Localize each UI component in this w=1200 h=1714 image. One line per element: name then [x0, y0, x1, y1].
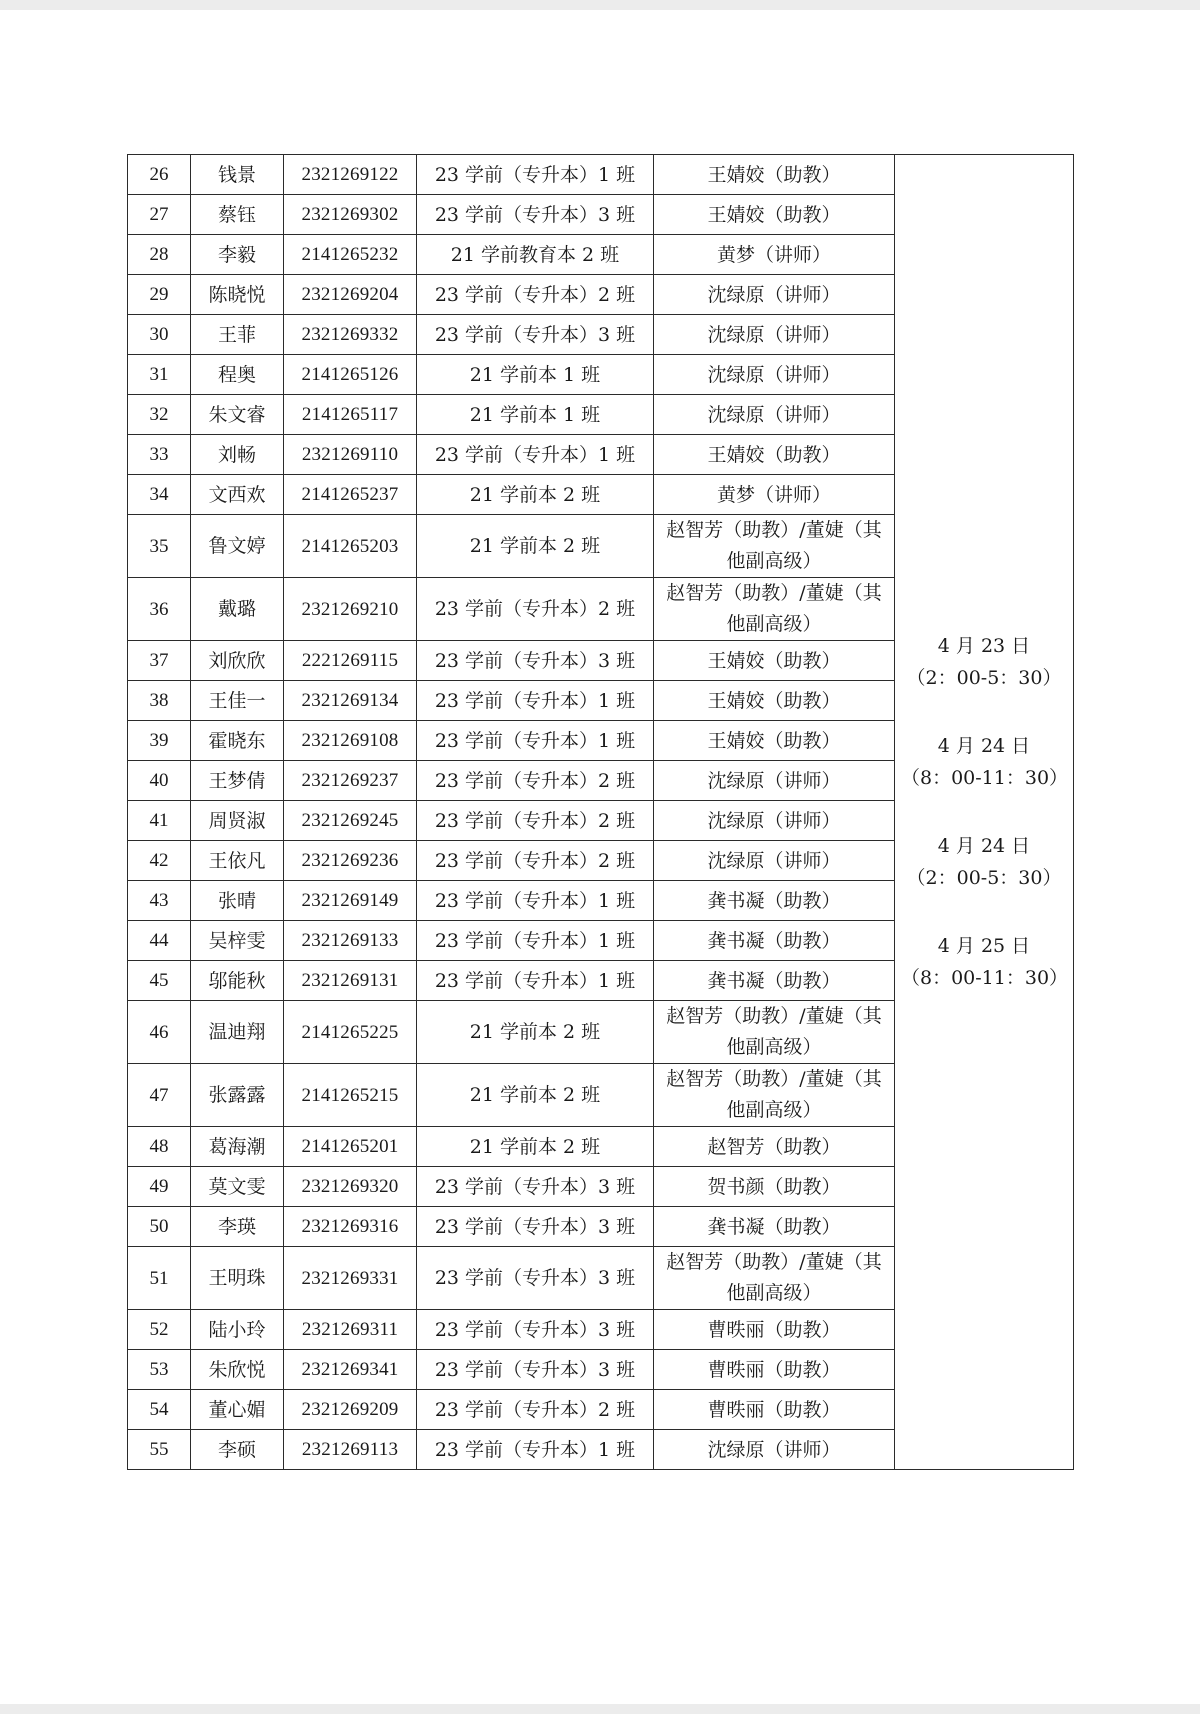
student-name-cell: 李瑛	[191, 1207, 284, 1247]
class-cell: 23 学前（专升本）3 班	[417, 641, 654, 681]
class-cell: 21 学前本 1 班	[417, 355, 654, 395]
class-cell: 23 学前（专升本）1 班	[417, 721, 654, 761]
student-id-cell: 2141265201	[284, 1127, 417, 1167]
student-number-cell: 46	[128, 1001, 191, 1064]
teacher-cell: 沈绿原（讲师）	[654, 841, 895, 881]
student-name-cell: 霍晓东	[191, 721, 284, 761]
student-name-cell: 莫文雯	[191, 1167, 284, 1207]
student-id-cell: 2141265225	[284, 1001, 417, 1064]
student-number-cell: 36	[128, 578, 191, 641]
class-cell: 23 学前（专升本）3 班	[417, 1350, 654, 1390]
teacher-cell: 沈绿原（讲师）	[654, 1430, 895, 1470]
schedule-time: （8：00-11：30）	[901, 967, 1069, 989]
table-row	[128, 155, 1074, 195]
student-id-cell: 2321269209	[284, 1390, 417, 1430]
student-id-cell: 2321269149	[284, 881, 417, 921]
student-name-cell: 鲁文婷	[191, 515, 284, 578]
teacher-cell: 王婧姣（助教）	[654, 435, 895, 475]
teacher-cell: 沈绿原（讲师）	[654, 761, 895, 801]
student-name-cell: 文西欢	[191, 475, 284, 515]
teacher-cell: 赵智芳（助教）	[654, 1127, 895, 1167]
class-cell: 21 学前本 2 班	[417, 1064, 654, 1127]
bottom-band	[0, 1704, 1200, 1714]
student-name-cell: 董心媚	[191, 1390, 284, 1430]
class-cell: 23 学前（专升本）1 班	[417, 1430, 654, 1470]
student-number-cell: 34	[128, 475, 191, 515]
class-cell: 21 学前本 2 班	[417, 1001, 654, 1064]
class-cell: 23 学前（专升本）3 班	[417, 315, 654, 355]
student-id-cell: 2321269236	[284, 841, 417, 881]
student-id-cell: 2141265215	[284, 1064, 417, 1127]
student-name-cell: 刘畅	[191, 435, 284, 475]
teacher-cell: 龚书凝（助教）	[654, 921, 895, 961]
class-cell: 23 学前（专升本）1 班	[417, 961, 654, 1001]
class-cell: 23 学前（专升本）3 班	[417, 1167, 654, 1207]
student-name-cell: 温迪翔	[191, 1001, 284, 1064]
class-cell: 23 学前（专升本）3 班	[417, 1207, 654, 1247]
class-cell: 23 学前（专升本）3 班	[417, 1247, 654, 1310]
student-name-cell: 钱景	[191, 155, 284, 195]
student-name-cell: 吴梓雯	[191, 921, 284, 961]
student-id-cell: 2141265203	[284, 515, 417, 578]
teacher-cell: 王婧姣（助教）	[654, 721, 895, 761]
teacher-cell: 沈绿原（讲师）	[654, 355, 895, 395]
student-name-cell: 邬能秋	[191, 961, 284, 1001]
student-id-cell: 2321269341	[284, 1350, 417, 1390]
student-name-cell: 李毅	[191, 235, 284, 275]
student-number-cell: 51	[128, 1247, 191, 1310]
student-number-cell: 35	[128, 515, 191, 578]
student-id-cell: 2141265126	[284, 355, 417, 395]
class-cell: 23 学前（专升本）1 班	[417, 881, 654, 921]
schedule-date: 4 月 24 日	[937, 735, 1031, 757]
teacher-cell: 龚书凝（助教）	[654, 881, 895, 921]
class-cell: 21 学前本 2 班	[417, 475, 654, 515]
student-name-cell: 葛海潮	[191, 1127, 284, 1167]
roster-table	[127, 154, 1074, 1470]
class-cell: 23 学前（专升本）2 班	[417, 1390, 654, 1430]
schedule-time: （2：00-5：30）	[906, 867, 1062, 889]
class-cell: 21 学前本 2 班	[417, 1127, 654, 1167]
student-id-cell: 2321269302	[284, 195, 417, 235]
student-name-cell: 程奥	[191, 355, 284, 395]
student-name-cell: 朱文睿	[191, 395, 284, 435]
student-number-cell: 31	[128, 355, 191, 395]
class-cell: 23 学前（专升本）2 班	[417, 841, 654, 881]
student-id-cell: 2321269122	[284, 155, 417, 195]
student-name-cell: 王佳一	[191, 681, 284, 721]
student-name-cell: 王依凡	[191, 841, 284, 881]
student-number-cell: 55	[128, 1430, 191, 1470]
student-name-cell: 刘欣欣	[191, 641, 284, 681]
teacher-cell: 王婧姣（助教）	[654, 195, 895, 235]
schedule-time: （8：00-11：30）	[901, 767, 1069, 789]
student-number-cell: 53	[128, 1350, 191, 1390]
teacher-cell: 曹昳丽（助教）	[654, 1390, 895, 1430]
student-id-cell: 2321269134	[284, 681, 417, 721]
student-name-cell: 王明珠	[191, 1247, 284, 1310]
student-name-cell: 朱欣悦	[191, 1350, 284, 1390]
class-cell: 21 学前教育本 2 班	[417, 235, 654, 275]
student-number-cell: 39	[128, 721, 191, 761]
student-id-cell: 2321269108	[284, 721, 417, 761]
student-name-cell: 蔡钰	[191, 195, 284, 235]
student-number-cell: 37	[128, 641, 191, 681]
student-name-cell: 王菲	[191, 315, 284, 355]
student-number-cell: 52	[128, 1310, 191, 1350]
teacher-cell: 沈绿原（讲师）	[654, 395, 895, 435]
teacher-cell: 龚书凝（助教）	[654, 1207, 895, 1247]
student-id-cell: 2321269210	[284, 578, 417, 641]
schedule-slot	[901, 730, 1067, 794]
student-number-cell: 43	[128, 881, 191, 921]
student-id-cell: 2321269311	[284, 1310, 417, 1350]
student-number-cell: 44	[128, 921, 191, 961]
top-band	[0, 0, 1200, 10]
class-cell: 23 学前（专升本）1 班	[417, 155, 654, 195]
student-number-cell: 33	[128, 435, 191, 475]
student-number-cell: 54	[128, 1390, 191, 1430]
schedule-slot	[901, 830, 1067, 894]
student-number-cell: 40	[128, 761, 191, 801]
student-name-cell: 戴璐	[191, 578, 284, 641]
class-cell: 23 学前（专升本）1 班	[417, 921, 654, 961]
student-id-cell: 2321269237	[284, 761, 417, 801]
student-name-cell: 陆小玲	[191, 1310, 284, 1350]
student-number-cell: 38	[128, 681, 191, 721]
teacher-cell: 赵智芳（助教）/董婕（其他副高级）	[654, 1064, 895, 1127]
student-id-cell: 2321269320	[284, 1167, 417, 1207]
teacher-cell: 龚书凝（助教）	[654, 961, 895, 1001]
student-number-cell: 30	[128, 315, 191, 355]
schedule-date: 4 月 24 日	[937, 835, 1031, 857]
student-id-cell: 2321269133	[284, 921, 417, 961]
student-number-cell: 29	[128, 275, 191, 315]
student-number-cell: 28	[128, 235, 191, 275]
class-cell: 23 学前（专升本）2 班	[417, 801, 654, 841]
teacher-cell: 黄梦（讲师）	[654, 235, 895, 275]
class-cell: 23 学前（专升本）2 班	[417, 275, 654, 315]
roster-body	[128, 155, 1074, 1470]
student-id-cell: 2321269113	[284, 1430, 417, 1470]
class-cell: 23 学前（专升本）2 班	[417, 578, 654, 641]
teacher-cell: 王婧姣（助教）	[654, 641, 895, 681]
schedule-time: （2：00-5：30）	[906, 667, 1062, 689]
class-cell: 23 学前（专升本）2 班	[417, 761, 654, 801]
teacher-cell: 王婧姣（助教）	[654, 681, 895, 721]
class-cell: 23 学前（专升本）3 班	[417, 195, 654, 235]
class-cell: 23 学前（专升本）1 班	[417, 681, 654, 721]
student-name-cell: 王梦倩	[191, 761, 284, 801]
teacher-cell: 曹昳丽（助教）	[654, 1350, 895, 1390]
class-cell: 21 学前本 2 班	[417, 515, 654, 578]
schedule-date: 4 月 25 日	[937, 935, 1031, 957]
student-number-cell: 49	[128, 1167, 191, 1207]
class-cell: 21 学前本 1 班	[417, 395, 654, 435]
schedule-date: 4 月 23 日	[937, 635, 1031, 657]
student-id-cell: 2141265117	[284, 395, 417, 435]
student-name-cell: 陈晓悦	[191, 275, 284, 315]
student-name-cell: 李硕	[191, 1430, 284, 1470]
class-cell: 23 学前（专升本）3 班	[417, 1310, 654, 1350]
student-name-cell: 周贤淑	[191, 801, 284, 841]
teacher-cell: 王婧姣（助教）	[654, 155, 895, 195]
teacher-cell: 黄梦（讲师）	[654, 475, 895, 515]
class-cell: 23 学前（专升本）1 班	[417, 435, 654, 475]
student-id-cell: 2141265232	[284, 235, 417, 275]
student-number-cell: 27	[128, 195, 191, 235]
student-id-cell: 2321269331	[284, 1247, 417, 1310]
schedule-cell	[895, 155, 1074, 1470]
student-number-cell: 50	[128, 1207, 191, 1247]
student-id-cell: 2321269204	[284, 275, 417, 315]
student-name-cell: 张露露	[191, 1064, 284, 1127]
teacher-cell: 赵智芳（助教）/董婕（其他副高级）	[654, 578, 895, 641]
student-name-cell: 张晴	[191, 881, 284, 921]
student-number-cell: 42	[128, 841, 191, 881]
teacher-cell: 贺书颜（助教）	[654, 1167, 895, 1207]
teacher-cell: 曹昳丽（助教）	[654, 1310, 895, 1350]
student-number-cell: 41	[128, 801, 191, 841]
student-id-cell: 2321269316	[284, 1207, 417, 1247]
student-id-cell: 2321269245	[284, 801, 417, 841]
teacher-cell: 沈绿原（讲师）	[654, 315, 895, 355]
teacher-cell: 沈绿原（讲师）	[654, 275, 895, 315]
schedule-slot	[901, 930, 1067, 994]
teacher-cell: 赵智芳（助教）/董婕（其他副高级）	[654, 515, 895, 578]
student-number-cell: 45	[128, 961, 191, 1001]
student-number-cell: 32	[128, 395, 191, 435]
student-number-cell: 48	[128, 1127, 191, 1167]
student-id-cell: 2321269131	[284, 961, 417, 1001]
teacher-cell: 沈绿原（讲师）	[654, 801, 895, 841]
student-number-cell: 47	[128, 1064, 191, 1127]
teacher-cell: 赵智芳（助教）/董婕（其他副高级）	[654, 1001, 895, 1064]
student-id-cell: 2141265237	[284, 475, 417, 515]
student-number-cell: 26	[128, 155, 191, 195]
student-id-cell: 2221269115	[284, 641, 417, 681]
schedule-slot	[901, 630, 1067, 694]
student-id-cell: 2321269110	[284, 435, 417, 475]
student-id-cell: 2321269332	[284, 315, 417, 355]
teacher-cell: 赵智芳（助教）/董婕（其他副高级）	[654, 1247, 895, 1310]
